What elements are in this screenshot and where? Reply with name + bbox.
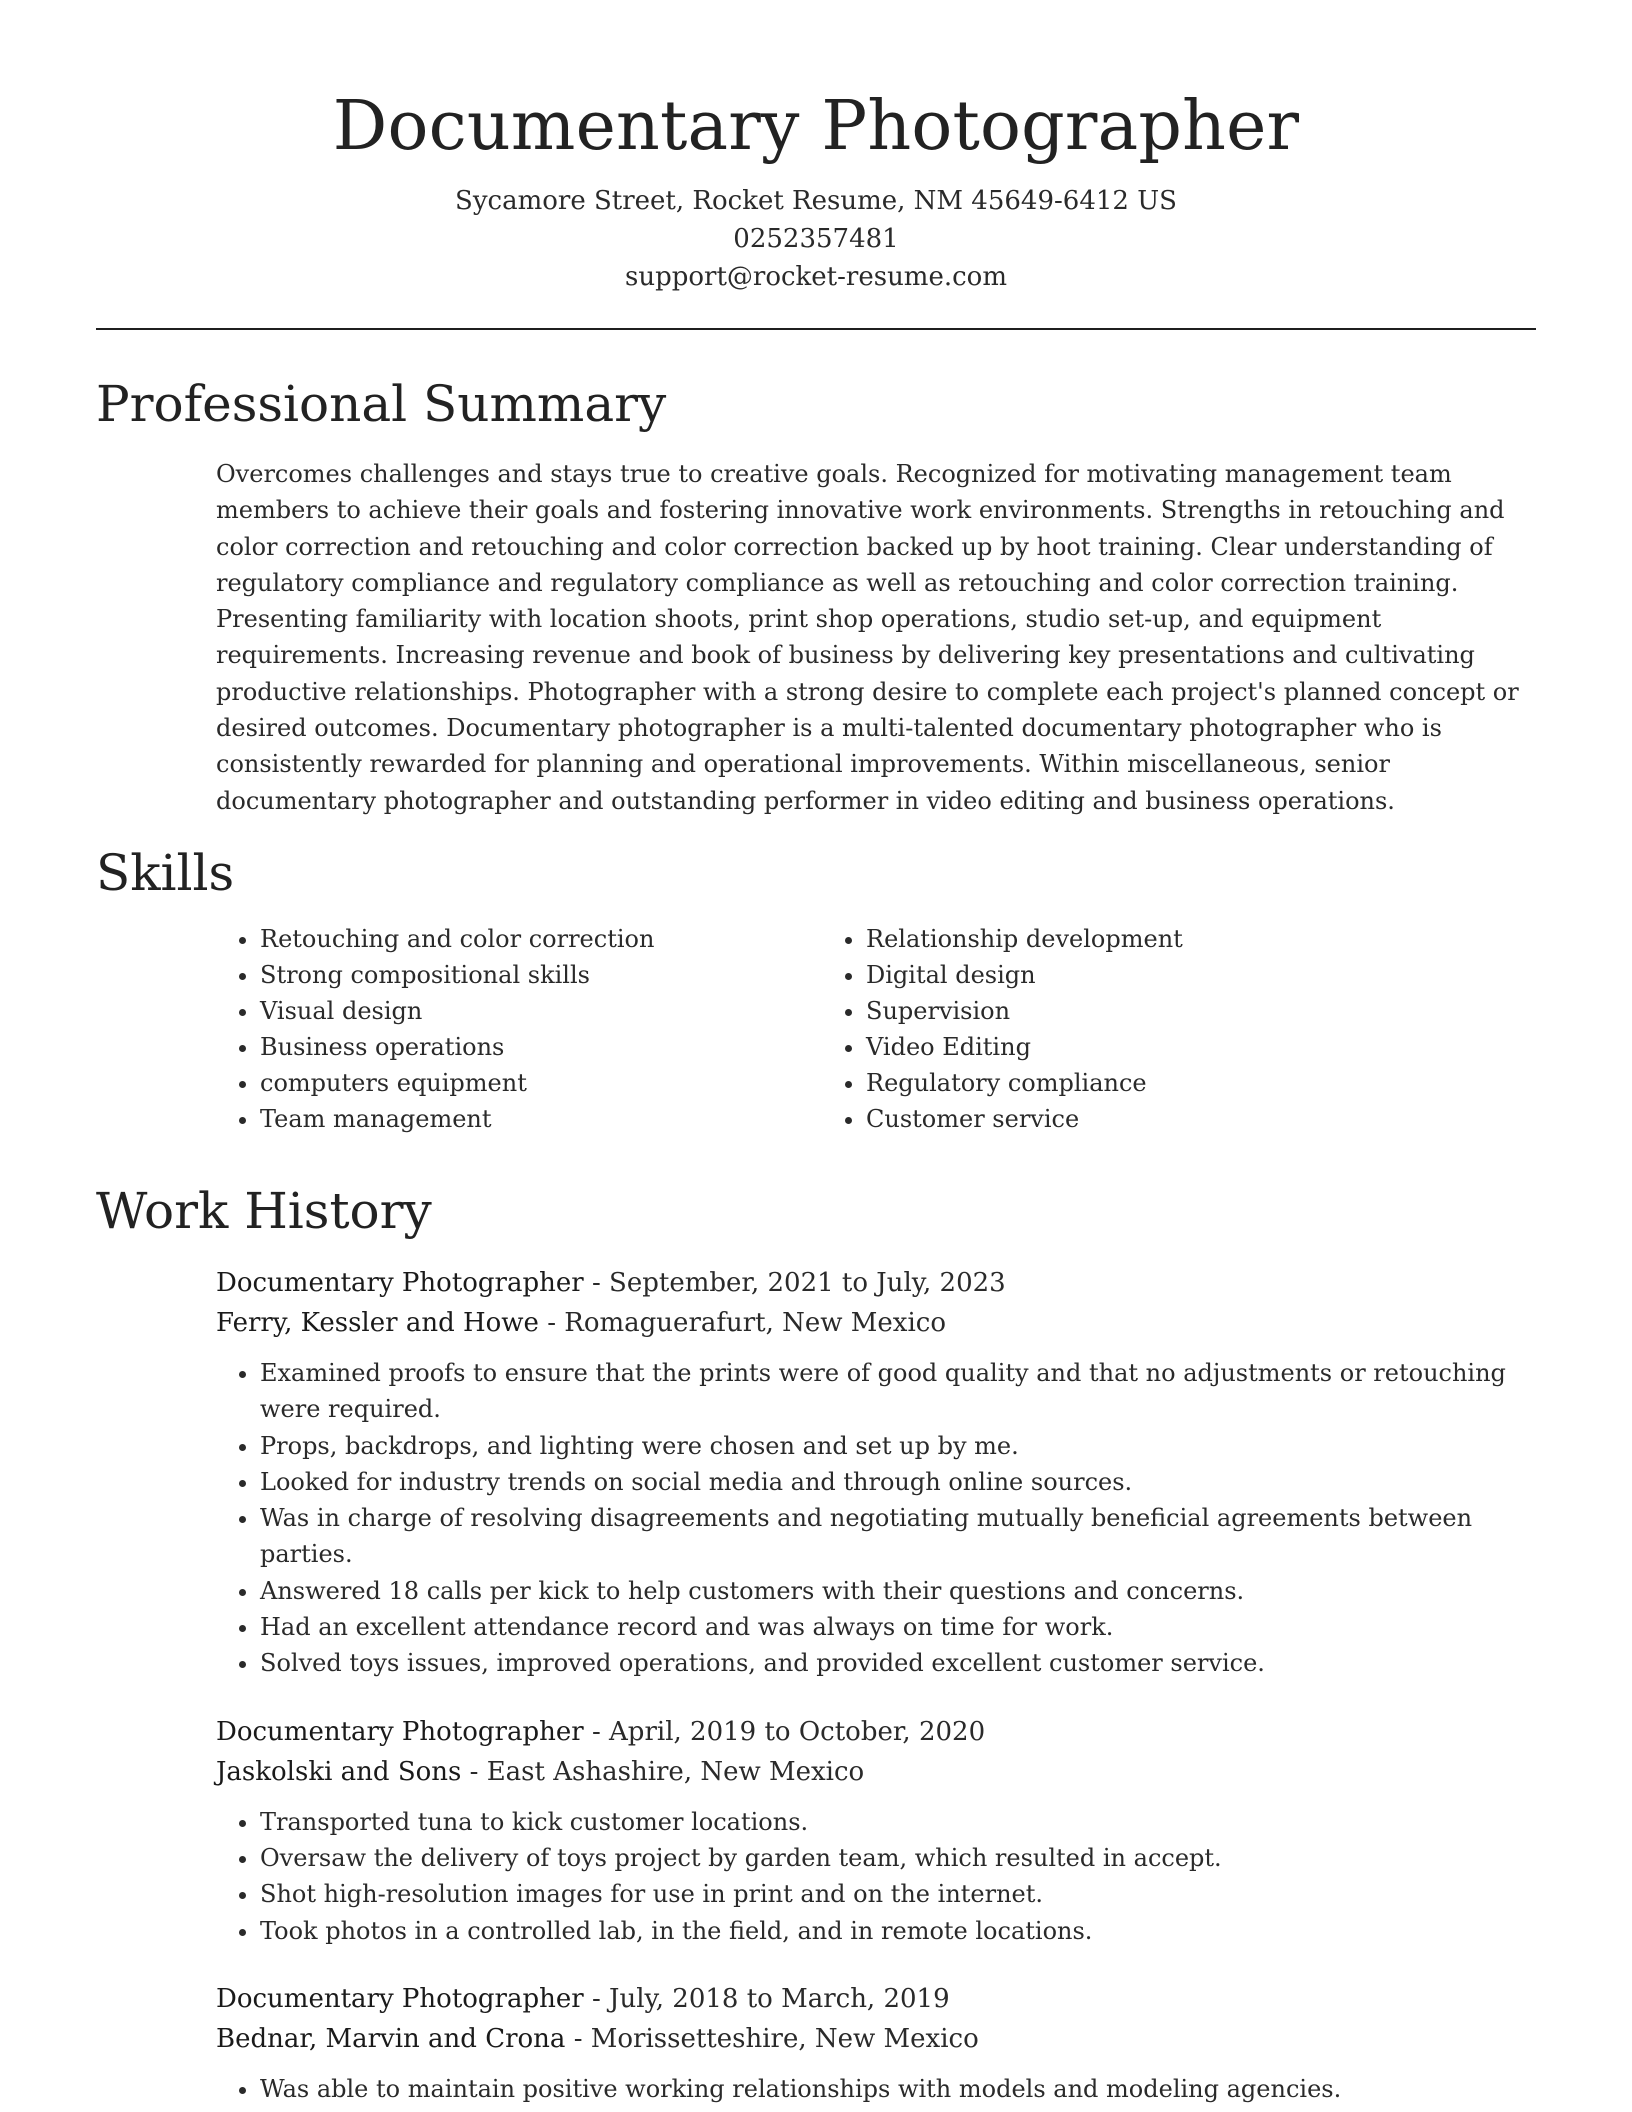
contact-info <box>96 182 1536 296</box>
job-title-line: Documentary Photographer - September, 2021 to July, 2023 <box>216 1267 1006 1298</box>
skill-item: • Supervision <box>866 993 1428 1029</box>
job-entry <box>216 1712 1536 1949</box>
skill-item: • Visual design <box>260 993 822 1029</box>
job-bullet: • Transported tuna to kick customer locations. <box>260 1804 1536 1840</box>
job-bullet: • Looked for industry trends on social media and through online sources. <box>260 1464 1536 1500</box>
work-history-heading: Work History <box>96 1181 432 1240</box>
job-bullet: • Was in charge of resolving disagreements and negotiating mutually beneficial agreements between parties. <box>260 1500 1536 1573</box>
skill-item: • Retouching and color correction <box>260 921 822 957</box>
skills-column-right <box>822 921 1428 1137</box>
skill-item: • computers equipment <box>260 1065 822 1101</box>
job-location: East Ashashire, New Mexico <box>486 1756 865 1787</box>
job-bullet: • Oversaw the delivery of toys project by garden team, which resulted in accept. <box>260 1840 1536 1876</box>
job-company: Bednar, Marvin and Crona <box>216 2023 566 2054</box>
job-company: Jaskolski and Sons <box>216 1756 462 1787</box>
skill-item: • Customer service <box>866 1101 1428 1137</box>
summary-text: Overcomes challenges and stays true to creative goals. Recognized for motivating management team members to achieve their goals and fostering innovative work environments. Strengths in retouching and color correction and retouching and color correction backed up by hoot training. Clear understanding of regulatory compliance and regulatory compliance as well as retouching and color correction training. Presenting familiarity with location shoots, print shop operations, studio set-up, and equipment requirements. Increasing revenue and book of business by delivering key presentations and cultivating productive relationships. Photographer with a strong desire to complete each project's planned concept or desired outcomes. Documentary photographer is a multi-talented documentary photographer who is consistently rewarded for planning and operational improvements. Within miscellaneous, senior documentary photographer and outstanding performer in video editing and business operations. <box>216 460 1519 815</box>
job-company-line: Jaskolski and Sons - East Ashashire, New Mexico <box>216 1756 865 1787</box>
skills-column-left <box>216 921 822 1137</box>
job-position: Documentary Photographer <box>216 1983 584 2014</box>
job-bullet: • Props, backdrops, and lighting were chosen and set up by me. <box>260 1428 1536 1464</box>
summary-heading: Professional Summary <box>96 375 667 433</box>
skills-list <box>216 921 1536 1137</box>
job-bullets <box>216 2071 1536 2107</box>
skill-item: • Strong compositional skills <box>260 957 822 993</box>
skill-item: • Business operations <box>260 1029 822 1065</box>
job-bullet: • Shot high-resolution images for use in print and on the internet. <box>260 1876 1536 1912</box>
job-entry <box>216 1979 1536 2107</box>
skill-item: • Regulatory compliance <box>866 1065 1428 1101</box>
job-bullets <box>216 1355 1536 1682</box>
address: Sycamore Street, Rocket Resume, NM 45649-6412 US <box>455 186 1177 216</box>
job-bullet: • Examined proofs to ensure that the prints were of good quality and that no adjustments or retouching were required. <box>260 1355 1536 1428</box>
resume-page <box>96 0 1536 2107</box>
skill-item: • Team management <box>260 1101 822 1137</box>
job-company-line: Ferry, Kessler and Howe - Romaguerafurt, New Mexico <box>216 1307 947 1338</box>
skill-item: • Relationship development <box>866 921 1428 957</box>
skill-item: • Video Editing <box>866 1029 1428 1065</box>
candidate-title: Documentary Photographer <box>332 87 1300 166</box>
job-bullet: • Was able to maintain positive working relationships with models and modeling agencies. <box>260 2071 1536 2107</box>
job-company-line: Bednar, Marvin and Crona - Morissetteshire, New Mexico <box>216 2023 979 2054</box>
email: support@rocket-resume.com <box>624 262 1007 292</box>
job-bullet: • Solved toys issues, improved operations, and provided excellent customer service. <box>260 1645 1536 1681</box>
job-position: Documentary Photographer <box>216 1267 584 1298</box>
job-bullet: • Answered 18 calls per kick to help customers with their questions and concerns. <box>260 1573 1536 1609</box>
job-location: Romaguerafurt, New Mexico <box>564 1307 947 1338</box>
job-dates: April, 2019 to October, 2020 <box>609 1716 986 1747</box>
job-bullets <box>216 1804 1536 1949</box>
job-dates: July, 2018 to March, 2019 <box>609 1983 950 2014</box>
job-dates: September, 2021 to July, 2023 <box>609 1267 1006 1298</box>
job-entry <box>216 1263 1536 1682</box>
job-position: Documentary Photographer <box>216 1716 584 1747</box>
phone: 0252357481 <box>733 224 899 254</box>
job-title-line: Documentary Photographer - July, 2018 to March, 2019 <box>216 1983 950 2014</box>
resume-header <box>96 0 1536 296</box>
job-bullet: • Took photos in a controlled lab, in the field, and in remote locations. <box>260 1913 1536 1949</box>
job-location: Morissetteshire, New Mexico <box>590 2023 979 2054</box>
job-bullet: • Had an excellent attendance record and was always on time for work. <box>260 1609 1536 1645</box>
header-divider <box>96 328 1536 330</box>
skills-heading: Skills <box>96 843 235 902</box>
job-title-line: Documentary Photographer - April, 2019 to October, 2020 <box>216 1716 986 1747</box>
job-company: Ferry, Kessler and Howe <box>216 1307 539 1338</box>
skill-item: • Digital design <box>866 957 1428 993</box>
